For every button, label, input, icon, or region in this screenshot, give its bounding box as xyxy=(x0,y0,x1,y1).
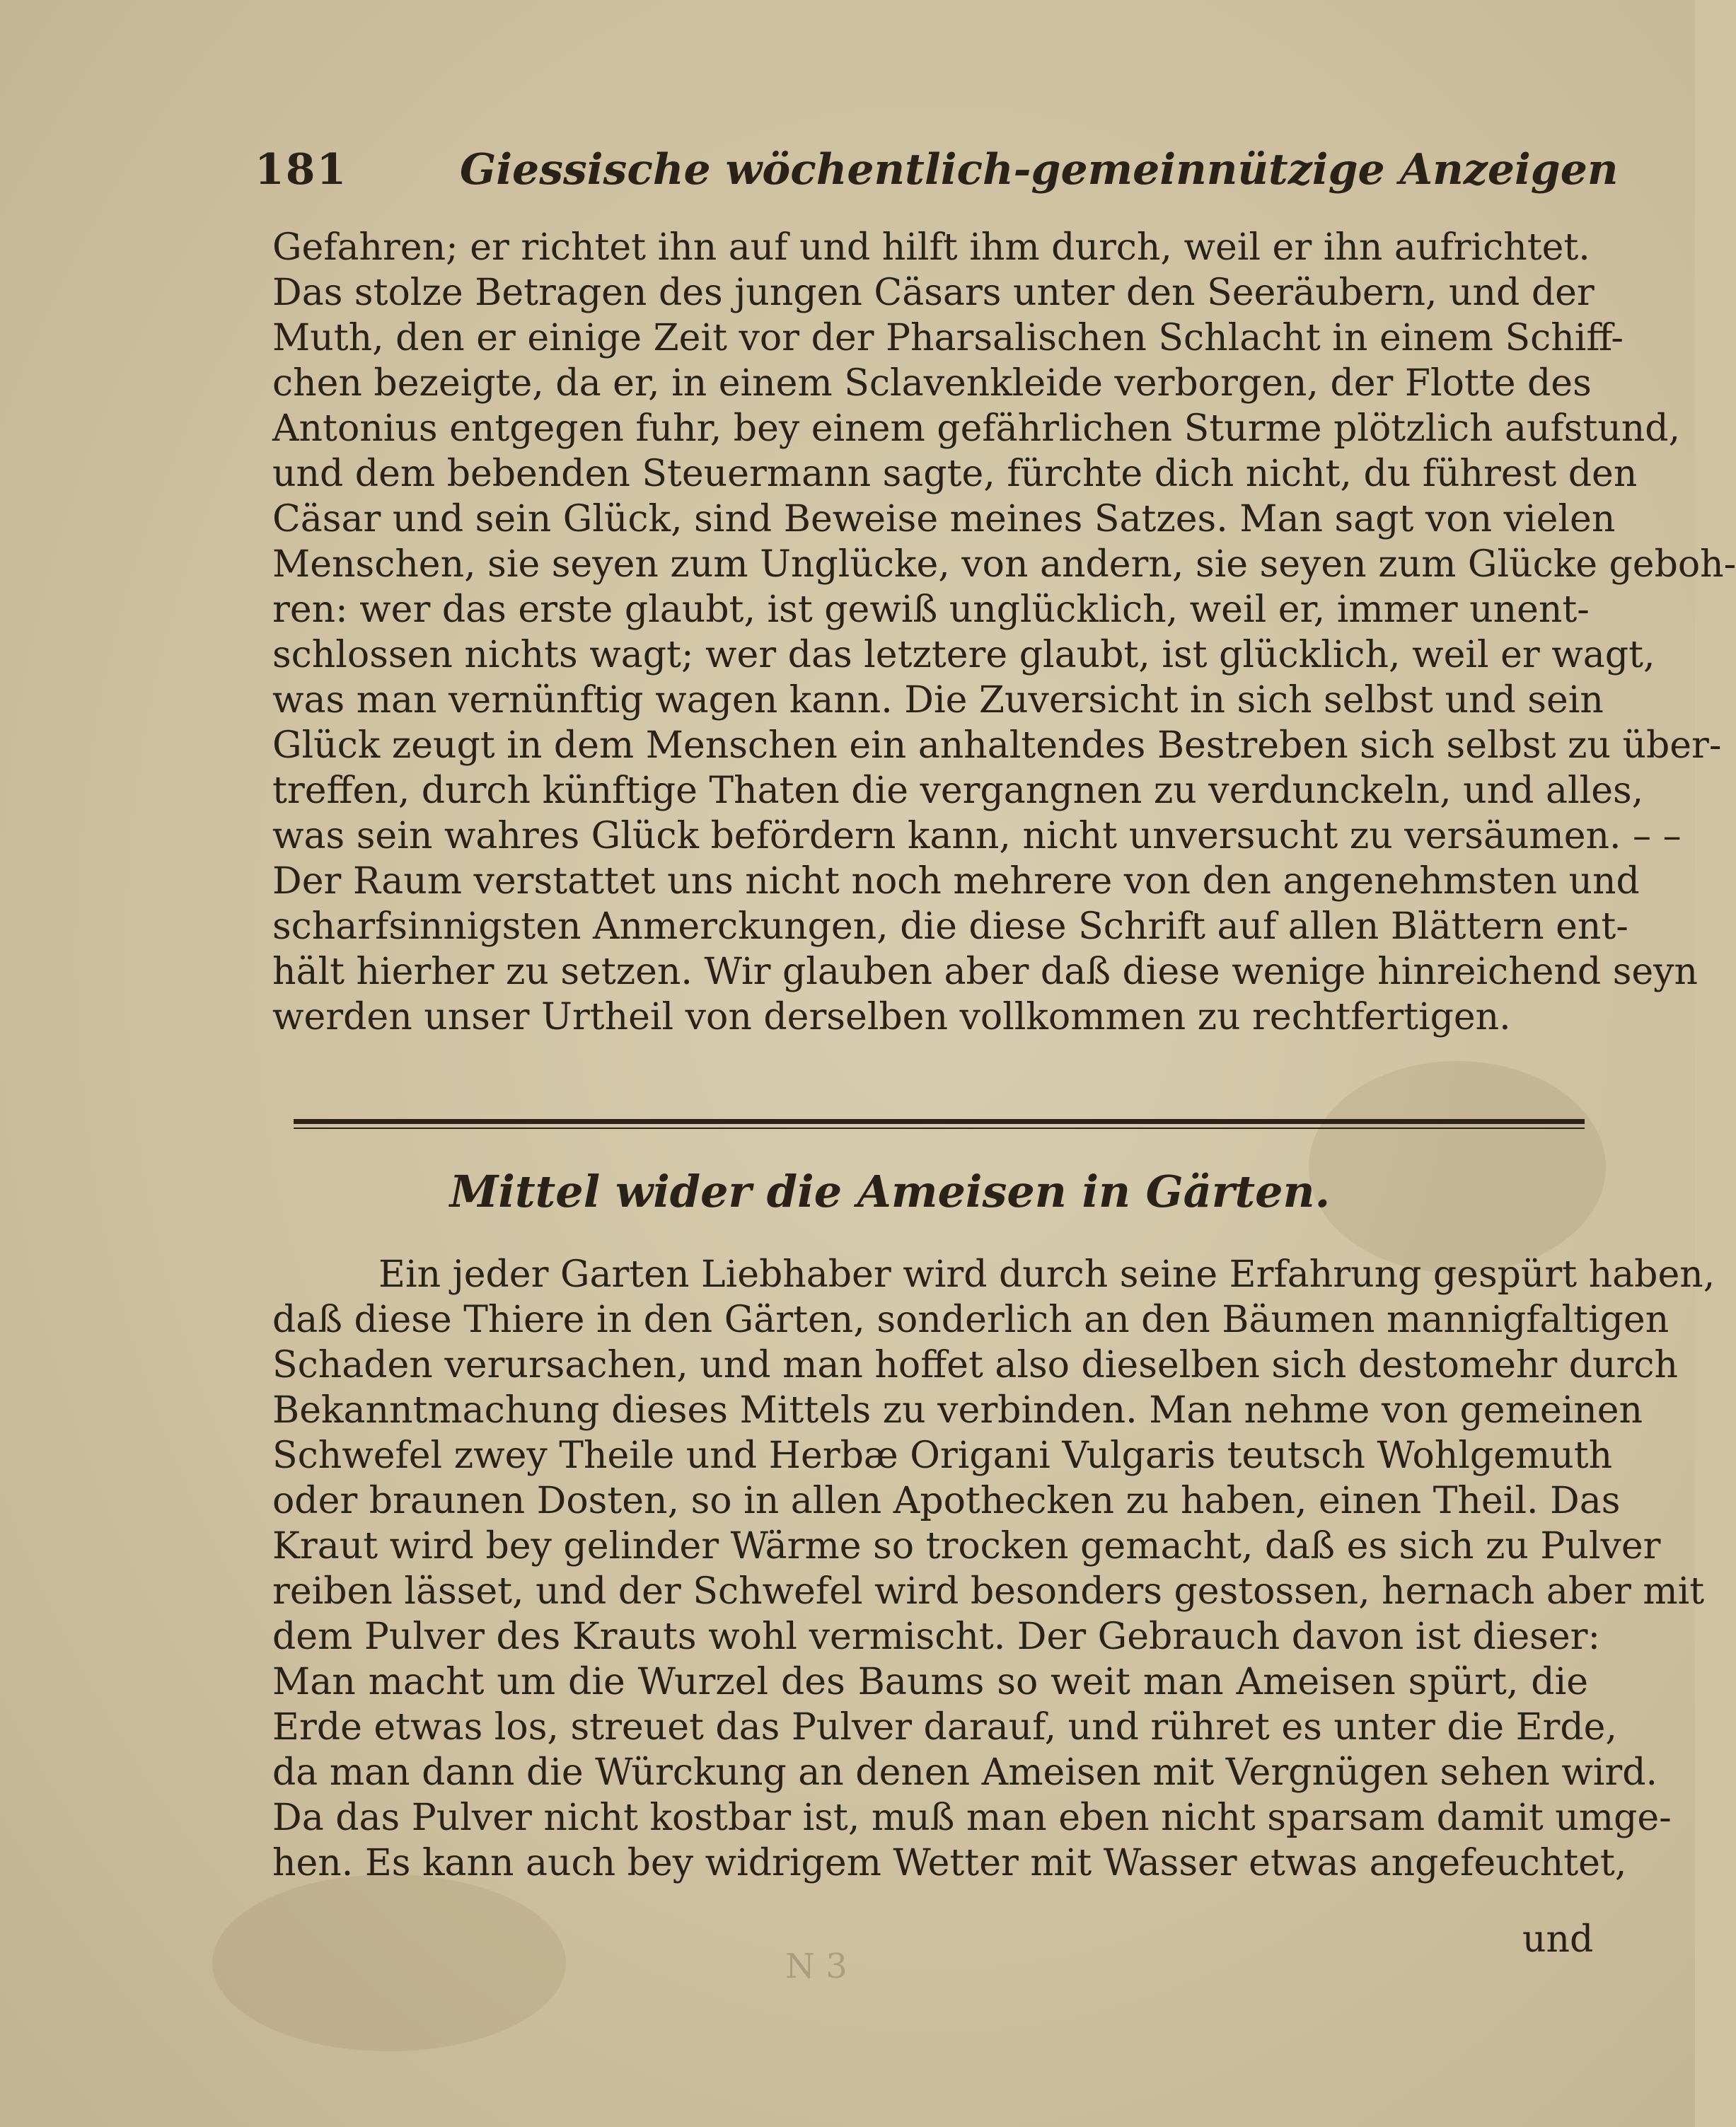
section-divider xyxy=(294,1119,1585,1124)
paper-stain xyxy=(212,1874,566,2051)
text-line: Muth, den er einige Zeit vor der Pharsalischen Schlacht in einem Schiff- xyxy=(272,317,1624,359)
text-line: Schwefel zwey Theile und Herbæ Origani Vulgaris teutsch Wohlgemuth xyxy=(272,1435,1613,1477)
text-line: Ein jeder Garten Liebhaber wird durch seine Erfahrung gespürt haben, xyxy=(378,1253,1715,1296)
text-line: Erde etwas los, streuet das Pulver darauf, und rühret es unter die Erde, xyxy=(272,1706,1617,1749)
text-line: und dem bebenden Steuermann sagte, fürchte dich nicht, du führest den xyxy=(272,453,1638,495)
text-line: daß diese Thiere in den Gärten, sonderlich an den Bäumen mannigfaltigen xyxy=(272,1299,1670,1341)
text-line: Bekanntmachung dieses Mittels zu verbinden. Man nehme von gemeinen xyxy=(272,1389,1643,1432)
text-line: Man macht um die Wurzel des Baums so weit man Ameisen spürt, die xyxy=(272,1661,1588,1703)
text-line: hen. Es kann auch bey widrigem Wetter mit Wasser etwas angefeuchtet, xyxy=(272,1842,1627,1884)
text-line: Antonius entgegen fuhr, bey einem gefährlichen Sturme plötzlich aufstund, xyxy=(272,407,1681,450)
text-line: da man dann die Würckung an denen Ameisen mit Vergnügen sehen wird. xyxy=(272,1751,1658,1794)
text-line: reiben lässet, und der Schwefel wird besonders gestossen, hernach aber mit xyxy=(272,1570,1705,1613)
section-title: Mittel wider die Ameisen in Gärten. xyxy=(449,1166,1331,1217)
text-line: Das stolze Betragen des jungen Cäsars unter den Seeräubern, und der xyxy=(272,272,1595,314)
text-line: dem Pulver des Krauts wohl vermischt. Der Gebrauch davon ist dieser: xyxy=(272,1616,1601,1658)
text-line: Glück zeugt in dem Menschen ein anhaltendes Bestreben sich selbst zu über- xyxy=(272,724,1722,767)
text-line: Da das Pulver nicht kostbar ist, muß man eben nicht sparsam damit umge- xyxy=(272,1797,1672,1839)
text-line: treffen, durch künftige Thaten die vergangnen zu verdunckeln, und alles, xyxy=(272,770,1644,812)
text-line: Kraut wird bey gelinder Wärme so trocken gemacht, daß es sich zu Pulver xyxy=(272,1525,1661,1567)
text-line: was sein wahres Glück befördern kann, nicht unversucht zu versäumen. – – xyxy=(272,815,1682,857)
text-line: chen bezeigte, da er, in einem Sclavenkleide verborgen, der Flotte des xyxy=(272,362,1592,405)
text-line: schlossen nichts wagt; wer das letztere glaubt, ist glücklich, weil er wagt, xyxy=(272,634,1655,676)
catchword: und xyxy=(1522,1918,1594,1961)
page-header xyxy=(255,145,1619,209)
article-body xyxy=(272,1252,1715,1886)
text-line: Der Raum verstattet uns nicht noch mehrere von den angenehmsten und xyxy=(272,860,1640,903)
section-divider-thin xyxy=(294,1128,1585,1129)
text-line: was man vernünftig wagen kann. Die Zuversicht in sich selbst und sein xyxy=(272,679,1604,721)
text-line: scharfsinnigsten Anmerckungen, die diese Schrift auf allen Blättern ent- xyxy=(272,905,1628,948)
running-title: Giessische wöchentlich-gemeinnützige Anzeigen xyxy=(460,145,1619,195)
page-number: 181 xyxy=(255,145,348,195)
text-line: Cäsar und sein Glück, sind Beweise meines Satzes. Man sagt von vielen xyxy=(272,498,1616,540)
text-line: Menschen, sie seyen zum Unglücke, von andern, sie seyen zum Glücke geboh- xyxy=(272,543,1736,586)
signature-mark: N 3 xyxy=(785,1947,847,1986)
text-line: ren: wer das erste glaubt, ist gewiß unglücklich, weil er, immer unent- xyxy=(272,589,1590,631)
text-line: Gefahren; er richtet ihn auf und hilft ihm durch, weil er ihn aufrichtet. xyxy=(272,226,1590,269)
text-line: hält hierher zu setzen. Wir glauben aber daß diese wenige hinreichend seyn xyxy=(272,951,1699,993)
article-continuation xyxy=(272,225,1736,1040)
text-line: oder braunen Dosten, so in allen Apothecken zu haben, einen Theil. Das xyxy=(272,1480,1621,1522)
text-line: Schaden verursachen, und man hoffet also dieselben sich destomehr durch xyxy=(272,1344,1678,1386)
text-line: werden unser Urtheil von derselben vollkommen zu rechtfertigen. xyxy=(272,996,1511,1038)
